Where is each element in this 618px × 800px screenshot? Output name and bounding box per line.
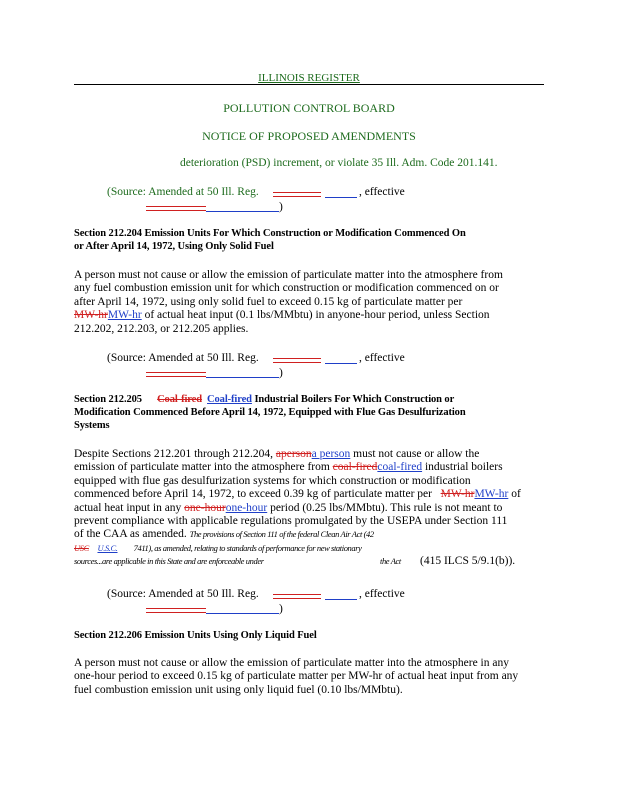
carryover-text: deterioration (PSD) increment, or violate 35 Ill. Adm. Code 201.141.	[180, 157, 498, 169]
source-line-2: (Source: Amended at 50 Ill. Reg.	[107, 352, 259, 364]
deleted-effective-2	[146, 372, 206, 377]
register-title: ILLINOIS REGISTER	[258, 72, 360, 84]
inserted-effective-1	[206, 211, 279, 212]
deleted-effective-3	[146, 608, 206, 613]
section-212-205-paragraph: Despite Sections 212.201 through 212.204, apersona person must not cause or allow the emission of particulate matter into the atmosphere from coal-firedcoal-fired industrial boilers equipped with flue gas desulfurization systems for which construction or modification commenced before April 14, 1972, to exceed 0.39 kg of particulate matter per MW-hrMW-hr of actual heat input in any one-hourone-hour period (0.25 lbs/MMbtu). This rule is not meant to prevent compliance with applicable regulations promulgated by the USEPA under Section 111 of the CAA as amended. The provisions of Section 111 of the federal Clean Air Act (42 USC U.S.C. 7411), as amended, relating to standards of performance for new stationary sources...are applicable in this State and are enforceable under the Act (415 ILCS 5/9.1(b)).	[74, 448, 521, 568]
deleted-coal-fired: Coal-fired	[157, 394, 202, 405]
section-212-204-heading: Section 212.204 Emission Units For Which Construction or Modification Commenced On or After April 14, 1972, Using Only Solid Fuel	[74, 228, 466, 252]
source-close-3: )	[279, 603, 283, 615]
effective-label-2: , effective	[359, 352, 405, 364]
source-close-1: )	[279, 201, 283, 213]
board-title: POLLUTION CONTROL BOARD	[223, 101, 395, 115]
effective-label-1: , effective	[359, 186, 405, 198]
effective-label-3: , effective	[359, 588, 405, 600]
inserted-date-1	[325, 197, 357, 198]
section-212-206-paragraph: A person must not cause or allow the emission of particulate matter into the atmosphere in any one-hour period to exceed 0.15 kg of particulate matter per MW-hr of actual heat input from any fuel combustion emission unit using only liquid fuel (0.10 lbs/MMbtu).	[74, 657, 519, 696]
deleted-date-1	[273, 192, 321, 197]
section-212-204-paragraph: A person must not cause or allow the emission of particulate matter into the atmosphere from any fuel combustion emission unit for which construction or modification commenced on or after April 14, 1972, using only solid fuel to exceed 0.15 kg of particulate matter per MW-hrMW-hr of actual heat input (0.1 lbs/MMbtu) in anyone-hour period, unless Section 212.202, 212.203, or 212.205 applies.	[74, 269, 503, 335]
deleted-effective-1	[146, 206, 206, 211]
deleted-unit: MW-hr	[74, 309, 108, 322]
inserted-coal-fired: Coal-fired	[207, 394, 252, 405]
notice-title: NOTICE OF PROPOSED AMENDMENTS	[202, 129, 416, 143]
inserted-effective-2	[206, 377, 279, 378]
section-212-205-heading: Section 212.205 Coal-fired Coal-fired Industrial Boilers For Which Construction or Modification Commenced Before April 14, 1972, Equipped with Flue Gas Desulfurization Systems	[74, 394, 466, 431]
source-line-3: (Source: Amended at 50 Ill. Reg.	[107, 588, 259, 600]
inserted-unit: MW-hr	[107, 309, 142, 322]
inserted-date-3	[325, 599, 357, 600]
section-212-206-heading: Section 212.206 Emission Units Using Only Liquid Fuel	[74, 630, 317, 641]
source-line-1: (Source: Amended at 50 Ill. Reg.	[107, 186, 259, 198]
source-close-2: )	[279, 367, 283, 379]
deleted-date-3	[273, 594, 321, 599]
deleted-date-2	[273, 358, 321, 363]
inserted-effective-3	[206, 613, 279, 614]
inserted-date-2	[325, 363, 357, 364]
